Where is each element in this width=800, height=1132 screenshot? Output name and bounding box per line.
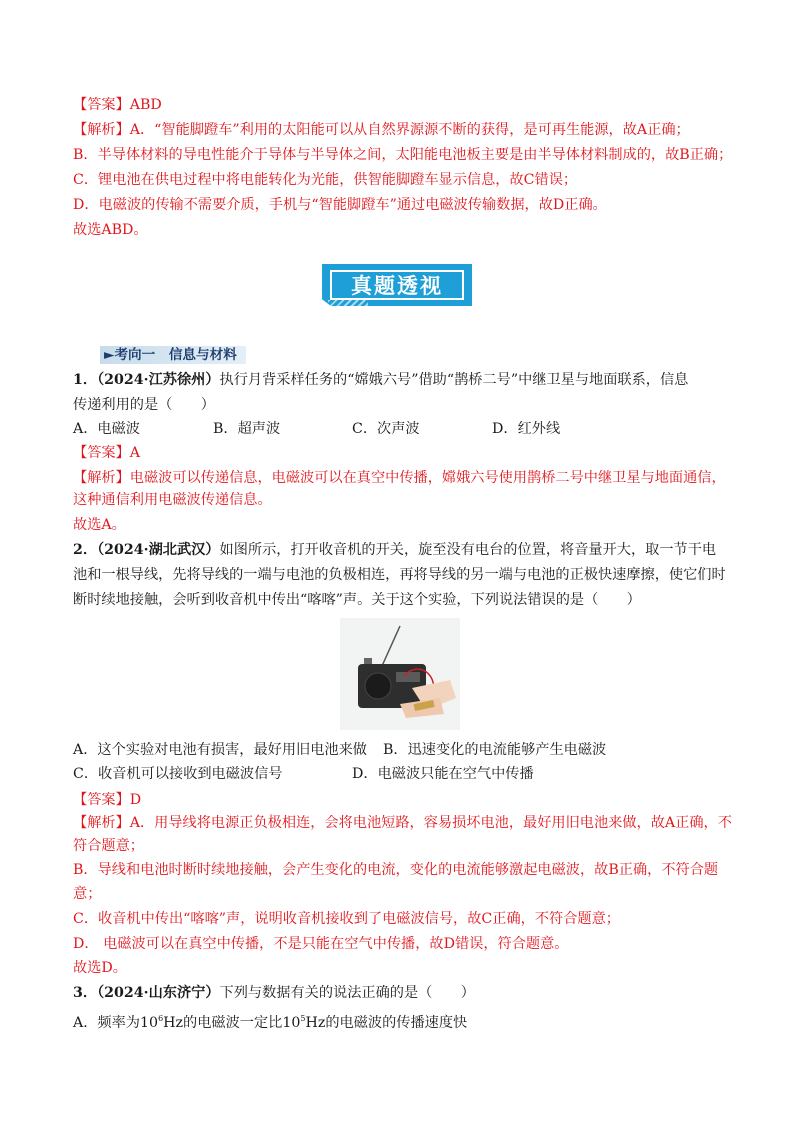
q1-stem-line1 xyxy=(73,370,688,390)
q3-stem-text: 下列与数据有关的说法正确的是（ ） xyxy=(219,985,475,1001)
prev-analysis-b: B．半导体材料的导电性能介于导体与半导体之间，太阳能电池板主要是由半导体材料制成的，故B正确； xyxy=(73,147,733,163)
q3-option-a-mid: Hz的电磁波一定比10 xyxy=(163,1015,301,1031)
prev-answer: 【答案】ABD xyxy=(73,97,162,113)
q3-stem-line xyxy=(73,983,475,1003)
q3-option-a-suffix: Hz的电磁波的传播速度快 xyxy=(305,1015,468,1031)
radio-experiment-photo xyxy=(340,618,460,730)
q2-option-b: B．迅速变化的电流能够产生电磁波 xyxy=(383,742,607,758)
q2-stem-line2: 池和一根导线，先将导线的一端与电池的负极相连，再将导线的另一端与电池的正极快速摩擦，使它们时 xyxy=(73,567,726,583)
prev-analysis-d: D．电磁波的传输不需要介质，手机与“智能脚蹬车”通过电磁波传输数据，故D正确。 xyxy=(73,197,607,213)
q1-option-b: B．超声波 xyxy=(213,421,281,437)
section-banner xyxy=(322,264,478,310)
q1-conclusion: 故选A。 xyxy=(73,517,126,533)
q2-option-a: A．这个实验对电池有损害，最好用旧电池来做 xyxy=(73,742,367,758)
q2-conclusion: 故选D。 xyxy=(73,960,127,976)
section-heading: ►考向一 信息与材料 xyxy=(100,346,246,364)
radio-speaker xyxy=(365,673,391,699)
q2-option-d: D．电磁波只能在空气中传播 xyxy=(352,766,534,782)
q1-analysis-line1: 【解析】电磁波可以传递信息，电磁波可以在真空中传播，嫦娥六号使用鹊桥二号中继卫星与地面通信， xyxy=(73,470,726,486)
q2-stem-text: 如图所示，打开收音机的开关，旋至没有电台的位置，将音量开大，取一节干电 xyxy=(219,542,717,558)
q2-analysis-d: D． 电磁波可以在真空中传播，不是只能在空气中传播，故D错误，符合题意。 xyxy=(73,936,569,952)
q2-analysis-a-line1: 【解析】A．用导线将电源正负极相连，会将电池短路，容易损坏电池，最好用旧电池来做，故A正确，不 xyxy=(73,815,732,831)
q2-answer: 【答案】D xyxy=(73,792,142,808)
q3-option-a-prefix: A．频率为10 xyxy=(73,1015,159,1031)
q2-analysis-b-line2: 意； xyxy=(73,886,102,902)
prev-analysis-c: C．锂电池在供电过程中将电能转化为光能，供智能脚蹬车显示信息，故C错误； xyxy=(73,172,578,188)
q1-stem-line2: 传递利用的是（ ） xyxy=(73,397,215,413)
q3-option-a-exponent1: 6 xyxy=(158,1014,164,1023)
q1-option-a: A．电磁波 xyxy=(73,421,140,437)
q2-source: 2．（2024·湖北武汉） xyxy=(73,542,220,558)
q2-analysis-b-line1: B．导线和电池时断时续地接触，会产生变化的电流，变化的电流能够激起电磁波，故B正确，不符合题 xyxy=(73,862,719,878)
prev-conclusion: 故选ABD。 xyxy=(73,222,148,238)
prev-analysis-a: 【解析】A．“智能脚蹬车”利用的太阳能可以从自然界源源不断的获得，是可再生能源，故A正确； xyxy=(73,122,690,138)
q2-option-c: C．收音机可以接收到电磁波信号 xyxy=(73,766,283,782)
q1-option-d: D．红外线 xyxy=(492,421,561,437)
q3-source: 3．（2024·山东济宁） xyxy=(73,985,220,1001)
radio-dial xyxy=(396,672,420,682)
q1-stem-text: 执行月背采样任务的“嫦娥六号”借助“鹊桥二号”中继卫星与地面联系，信息 xyxy=(219,372,689,388)
q3-option-a xyxy=(73,1009,467,1033)
q2-stem-line1 xyxy=(73,540,716,560)
radio-handle xyxy=(364,658,372,664)
q2-stem-line3: 断时续地接触，会听到收音机中传出“喀喀”声。关于这个实验，下列说法错误的是（ ） xyxy=(73,592,641,608)
banner-title: 真题透视 xyxy=(330,270,464,300)
q1-option-c: C．次声波 xyxy=(352,421,420,437)
banner-stripe-decoration xyxy=(328,300,368,306)
q1-analysis-line2: 这种通信利用电磁波传递信息。 xyxy=(73,492,272,508)
q2-analysis-a-line2: 符合题意； xyxy=(73,838,144,854)
q3-option-a-exponent2: 5 xyxy=(300,1014,306,1023)
q1-answer: 【答案】A xyxy=(73,445,140,461)
q2-analysis-c: C．收音机中传出“喀喀”声，说明收音机接收到了电磁波信号，故C正确，不符合题意； xyxy=(73,911,620,927)
q1-source: 1．（2024·江苏徐州） xyxy=(73,372,220,388)
